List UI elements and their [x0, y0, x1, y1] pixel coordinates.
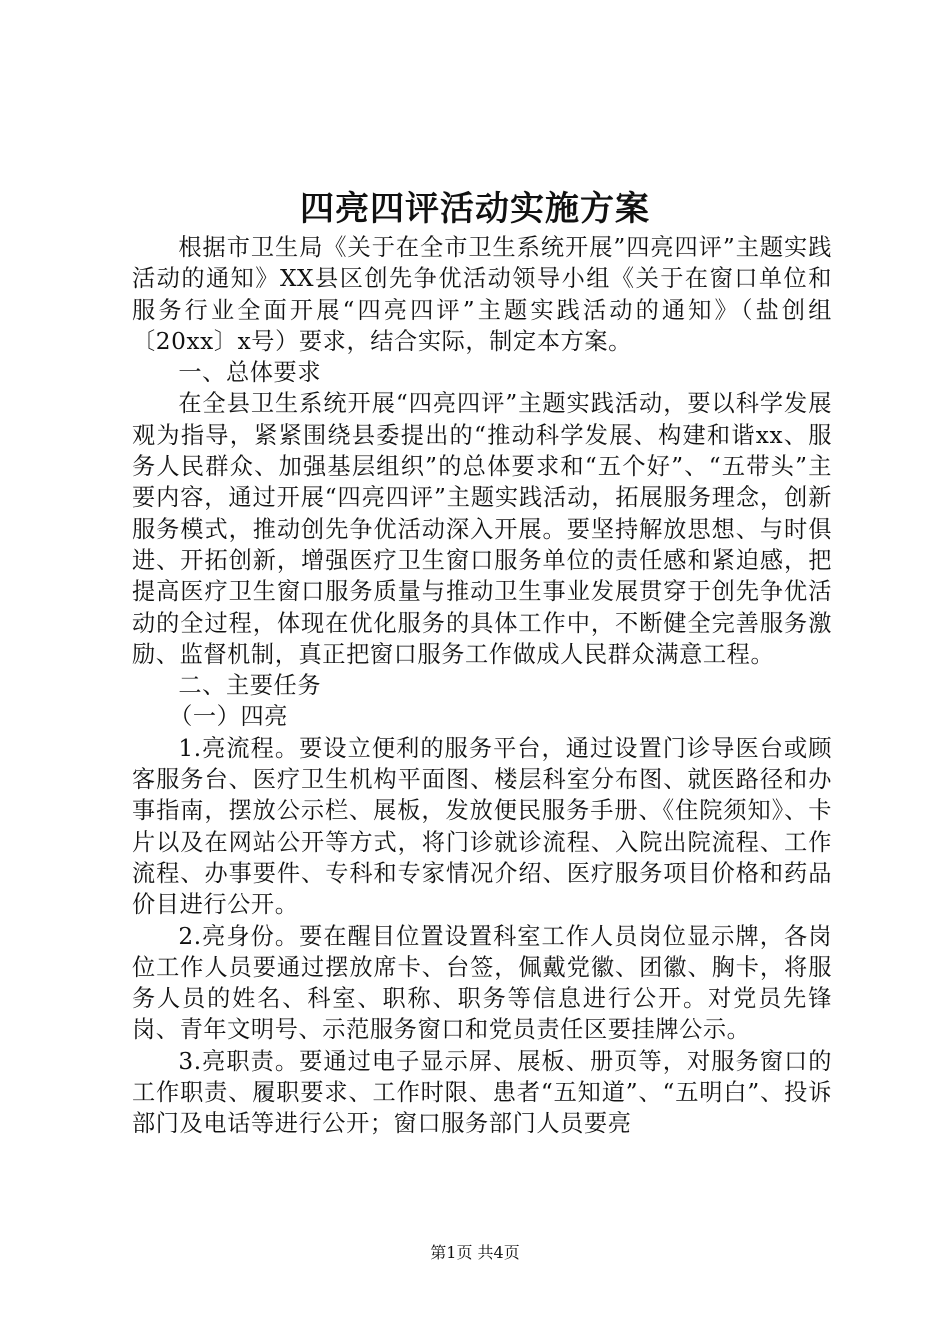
- document-title: 四亮四评活动实施方案: [300, 189, 650, 229]
- item-identity-paragraph: 2.亮身份。要在醒目位置设置科室工作人员岗位显示牌，各岗位工作人员要通过摆放席卡、台签，佩戴党徽、团徽、胸卡，将服务人员的姓名、科室、职称、职务等信息进行公开。对党员先锋岗、青年文明号、示范服务窗口和党员责任区要挂牌公示。: [132, 922, 832, 1044]
- intro-paragraph: 根据市卫生局《关于在全市卫生系统开展”四亮四评”主题实践活动的通知》XX县区创先争优活动领导小组《关于在窗口单位和服务行业全面开展“四亮四评”主题实践活动的通知》（盐创组〔20xx〕x号）要求，结合实际，制定本方案。: [132, 234, 832, 355]
- document-body: [132, 232, 832, 1140]
- item-process-paragraph: 1.亮流程。要设立便利的服务平台，通过设置门诊导医台或顾客服务台、医疗卫生机构平面图、楼层科室分布图、就医路径和办事指南，摆放公示栏、展板，发放便民服务手册、《住院须知》、卡片以及在网站公开等方式，将门诊就诊流程、入院出院流程、工作流程、办事要件、专科和专家情况介绍、医疗服务项目价格和药品价目进行公开。: [132, 734, 832, 919]
- section-heading-general-requirements: 一、总体要求: [178, 359, 322, 387]
- page-footer: 第1页 共4页: [430, 1243, 520, 1262]
- subsection-heading-four-liang: （一）四亮: [169, 703, 289, 731]
- general-requirements-paragraph: 在全县卫生系统开展“四亮四评”主题实践活动，要以科学发展观为指导，紧紧围绕县委提出的“推动科学发展、构建和谐xx、服务人民群众、加强基层组织”的总体要求和“五个好”、“五带头”主要内容，通过开展“四亮四评”主题实践活动，拓展服务理念，创新服务模式，推动创先争优活动深入开展。要坚持解放思想、与时俱进、开拓创新，增强医疗卫生窗口服务单位的责任感和紧迫感，把提高医疗卫生窗口服务质量与推动卫生事业发展贯穿于创先争优活动的全过程，体现在优化服务的具体工作中，不断健全完善服务激励、监督机制，真正把窗口服务工作做成人民群众满意工程。: [132, 390, 832, 668]
- item-duties-paragraph: 3.亮职责。要通过电子显示屏、展板、册页等，对服务窗口的工作职责、履职要求、工作时限、患者“五知道”、“五明白”、投诉部门及电话等进行公开；窗口服务部门人员要亮: [132, 1047, 832, 1138]
- section-heading-main-tasks: 二、主要任务: [178, 672, 322, 700]
